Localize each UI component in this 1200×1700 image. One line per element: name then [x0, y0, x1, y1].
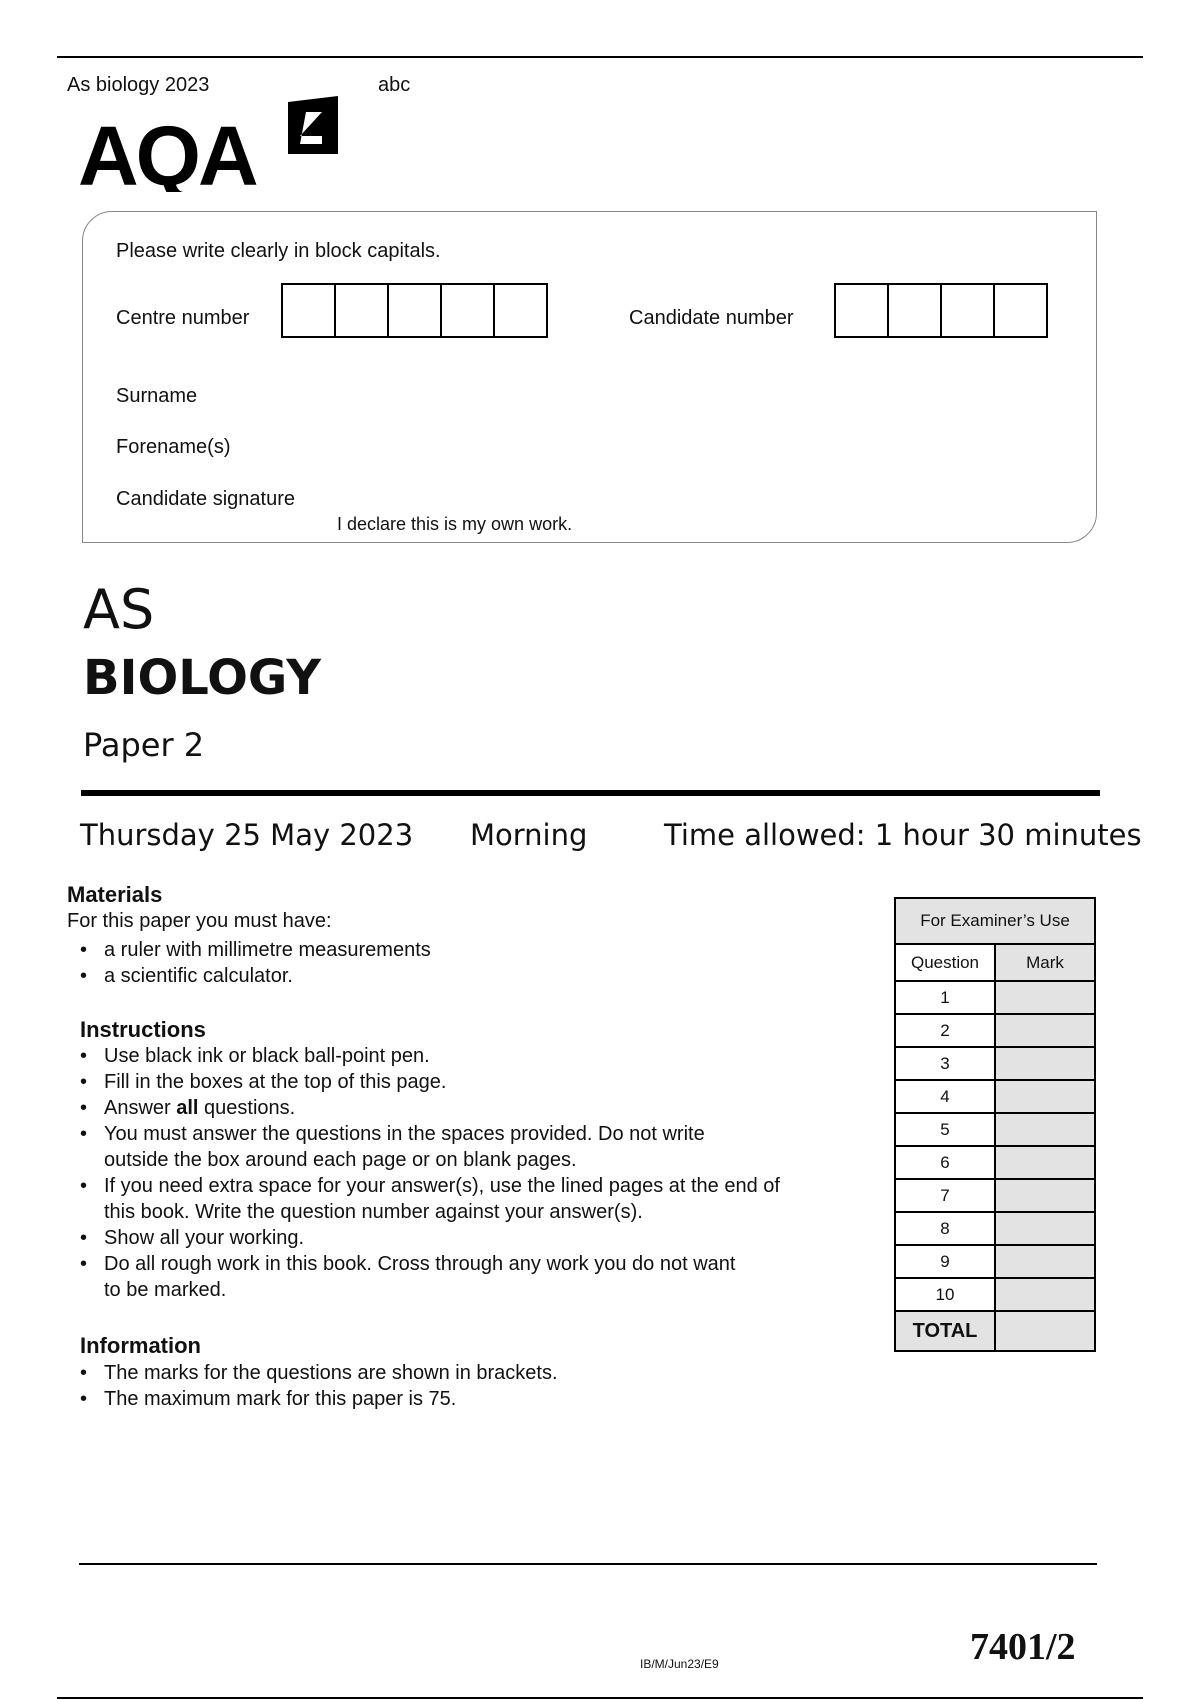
list-item: • Answer all questions. [67, 1095, 780, 1121]
mark-cell[interactable] [995, 1278, 1095, 1311]
instructions-heading: Instructions [80, 1017, 206, 1042]
centre-number-label: Centre number [116, 307, 250, 329]
signature-label: Candidate signature [116, 488, 296, 510]
centre-number-digit-box[interactable] [440, 283, 495, 338]
candidate-number-digit-box[interactable] [993, 283, 1048, 338]
question-number: 6 [895, 1146, 995, 1179]
total-label: TOTAL [895, 1311, 995, 1351]
mark-cell[interactable] [995, 1245, 1095, 1278]
list-item: • The marks for the questions are shown in brackets. [67, 1360, 558, 1386]
mark-cell[interactable] [995, 1080, 1095, 1113]
mark-cell[interactable] [995, 1146, 1095, 1179]
centre-number-digit-box[interactable] [281, 283, 336, 338]
document-tag: abc [378, 74, 411, 96]
centre-number-digit-box[interactable] [334, 283, 389, 338]
list-item: • Fill in the boxes at the top of this page. [67, 1069, 780, 1095]
question-number: 7 [895, 1179, 995, 1212]
mark-cell[interactable] [995, 1014, 1095, 1047]
centre-number-digit-box[interactable] [493, 283, 548, 338]
surname-field[interactable] [330, 378, 1070, 412]
centre-number-digit-box[interactable] [387, 283, 442, 338]
information-heading: Information [80, 1333, 201, 1358]
footer-rule [79, 1563, 1097, 1565]
instructions-list [67, 1043, 780, 1303]
total-mark-cell[interactable] [995, 1311, 1095, 1351]
candidate-number-boxes [834, 283, 1048, 338]
paper-reference: IB/M/Jun23/E9 [640, 1657, 719, 1671]
question-number: 1 [895, 981, 995, 1014]
materials-heading: Materials [67, 882, 163, 907]
list-item: • If you need extra space for your answer(s), use the lined pages at the end of this book. Write the question number against your answer(s). [67, 1173, 780, 1225]
list-item: • Show all your working. [67, 1225, 780, 1251]
signature-field[interactable] [330, 480, 1070, 510]
list-item: • Do all rough work in this book. Cross through any work you do not want to be marked. [67, 1251, 780, 1303]
list-item: • a scientific calculator. [67, 963, 431, 989]
bottom-rule [57, 1697, 1143, 1699]
question-number: 9 [895, 1245, 995, 1278]
centre-number-boxes [281, 283, 548, 338]
own-work-declaration: I declare this is my own work. [337, 514, 573, 534]
examiners-use-title: For Examiner’s Use [895, 898, 1095, 944]
materials-intro: For this paper you must have: [67, 910, 332, 932]
question-number: 4 [895, 1080, 995, 1113]
information-list [67, 1360, 558, 1412]
list-item: • Use black ink or black ball-point pen. [67, 1043, 780, 1069]
mark-cell[interactable] [995, 1113, 1095, 1146]
mark-cell[interactable] [995, 981, 1095, 1014]
forename-field[interactable] [330, 429, 1070, 463]
top-rule [57, 56, 1143, 58]
question-number: 10 [895, 1278, 995, 1311]
materials-list [67, 937, 431, 989]
svg-text:AQA: AQA [78, 109, 256, 192]
exam-session: Morning [470, 818, 588, 852]
mark-cell[interactable] [995, 1179, 1095, 1212]
question-number: 3 [895, 1047, 995, 1080]
mark-cell[interactable] [995, 1212, 1095, 1245]
aqa-logo [78, 92, 348, 192]
candidate-number-digit-box[interactable] [834, 283, 889, 338]
candidate-number-digit-box[interactable] [940, 283, 995, 338]
exam-date: Thursday 25 May 2023 [80, 818, 414, 852]
examiners-use-table [894, 897, 1096, 1352]
paper-number: Paper 2 [83, 726, 205, 764]
subject-title: BIOLOGY [83, 650, 322, 706]
block-capitals-instruction: Please write clearly in block capitals. [116, 240, 441, 262]
qualification-level: AS [83, 578, 155, 641]
paper-code: 7401/2 [970, 1626, 1076, 1668]
mark-column-header: Mark [995, 944, 1095, 981]
surname-label: Surname [116, 385, 198, 407]
forename-label: Forename(s) [116, 436, 231, 458]
time-allowed: Time allowed: 1 hour 30 minutes [664, 818, 1142, 852]
document-label: As biology 2023 [67, 74, 210, 96]
list-item: • You must answer the questions in the spaces provided. Do not write outside the box around each page or on blank pages. [67, 1121, 780, 1173]
question-column-header: Question [895, 944, 995, 981]
question-number: 5 [895, 1113, 995, 1146]
candidate-number-digit-box[interactable] [887, 283, 942, 338]
candidate-number-label: Candidate number [629, 307, 794, 329]
list-item: • The maximum mark for this paper is 75. [67, 1386, 558, 1412]
question-number: 8 [895, 1212, 995, 1245]
mark-cell[interactable] [995, 1047, 1095, 1080]
list-item: • a ruler with millimetre measurements [67, 937, 431, 963]
title-rule [81, 790, 1100, 796]
question-number: 2 [895, 1014, 995, 1047]
